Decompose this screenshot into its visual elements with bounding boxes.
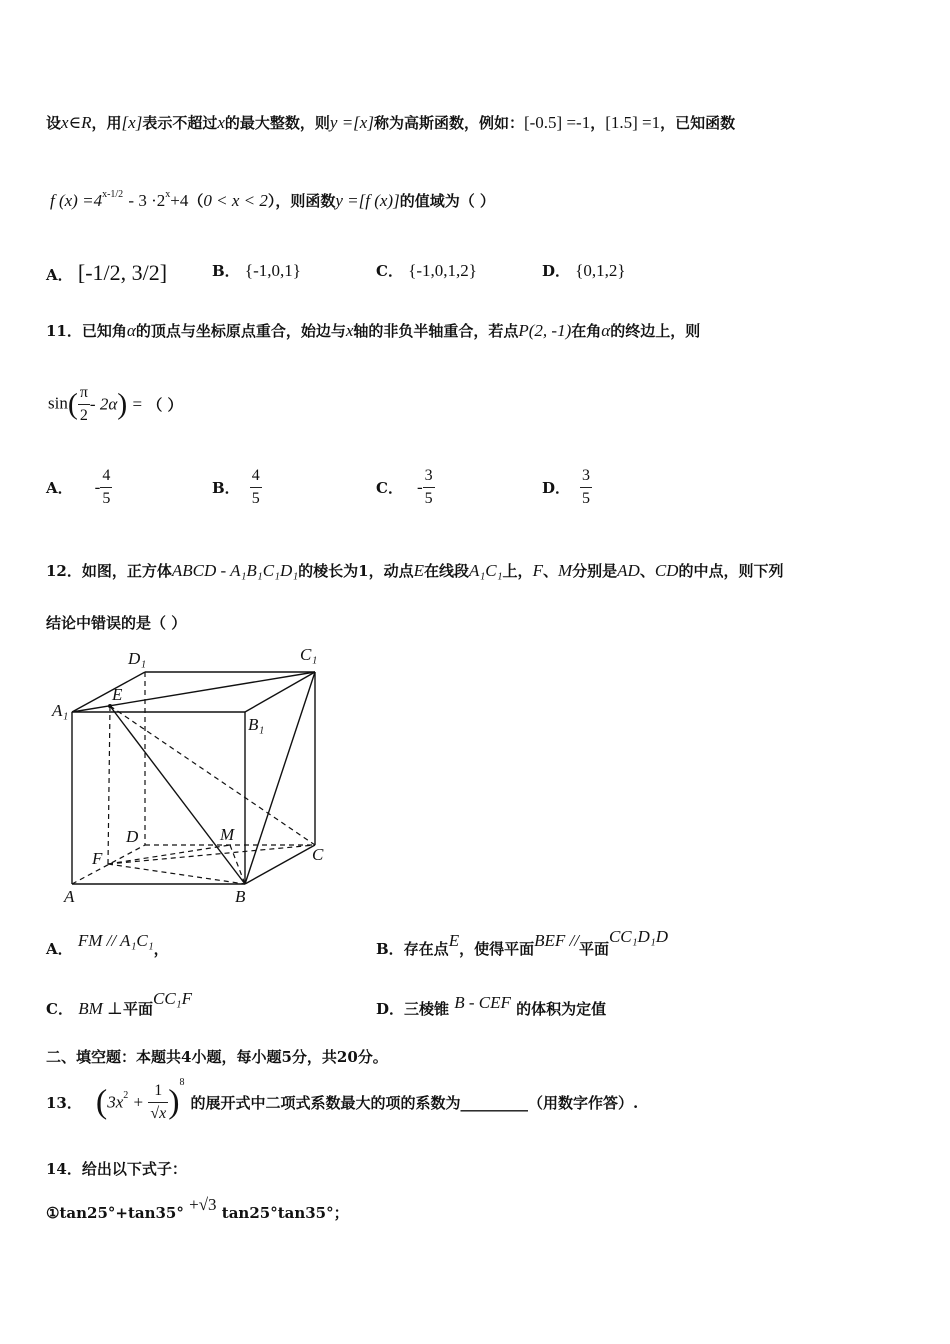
q11-option-b: [212, 465, 262, 510]
q12-math-E: E: [413, 561, 424, 580]
q12-option-c: [46, 989, 192, 1019]
segment-EB: [110, 706, 245, 884]
q12-option-c-CC1F: CC₁F: [153, 989, 192, 1008]
q12-text-8: 的中点，则下列: [678, 562, 784, 580]
q12-option-b-text: ，使得平面: [459, 940, 535, 958]
q10-text-8: ），则函数: [267, 192, 336, 210]
q12-option-a-label: A．: [46, 940, 73, 958]
label-C1: C₁: [300, 645, 318, 664]
q10-option-c: [376, 260, 477, 281]
q10-text-5: 称为高斯函数，例如：: [373, 114, 524, 132]
q14-expr-b: tan25°tan35°；: [221, 1204, 349, 1222]
q12-option-c-plane: 平面: [122, 1000, 153, 1018]
q11-option-d-label: D．: [542, 479, 571, 497]
q10-math-example1: [-0.5] =-1: [523, 113, 591, 132]
q12-option-a: [46, 931, 169, 959]
q12-text-6: 分别是: [572, 562, 618, 580]
segment-C1B: [245, 672, 315, 884]
q10-math-gauss: y =[x]: [329, 113, 374, 132]
q11-option-a: [46, 465, 112, 510]
q10-func-gauss-f: y =[f (x)]: [335, 191, 400, 210]
q12-option-b-BEF: BEF //: [534, 931, 579, 950]
q11-math-point: P(2, -1): [518, 321, 572, 340]
q11-option-c-sign: -: [416, 477, 423, 497]
q11-text-4: 在角: [571, 322, 602, 340]
q11-option-b-frac: [250, 465, 262, 510]
q12-cube-figure: [50, 640, 340, 910]
q12-option-d-label: D．三棱锥: [376, 1000, 450, 1018]
q11-option-d-den: 5: [582, 490, 591, 507]
q11-minus-2alpha: - 2α: [89, 394, 118, 414]
q12-option-b: [376, 927, 669, 959]
q11-option-a-sign: -: [94, 477, 101, 497]
q12-math-CD: CD: [654, 561, 679, 580]
q10-option-b: [212, 260, 301, 281]
q13-text: 的展开式中二项式系数最大的项的系数为_________（用数字作答）.: [190, 1094, 639, 1112]
q12-option-b-CC1D1D: CC₁D₁D: [608, 927, 669, 946]
q11-math-alpha: α: [126, 321, 136, 340]
q12-math-M: M: [557, 561, 573, 580]
q14-line2: [46, 1195, 349, 1223]
label-A: A: [64, 887, 75, 906]
segment-EF: [108, 706, 110, 864]
q13-line: 13． ($3x^2$ + $\frac{1}{√x}$ )$^8$的展开式中二项式系数最大的项的系数为_________（用数字作答）.: [46, 1080, 638, 1125]
q11-frac-den: 2: [79, 407, 88, 424]
q12-option-d-text: 的体积为定值: [516, 1000, 607, 1018]
q10-option-c-value: {-1,0,1,2}: [408, 261, 477, 280]
q12-option-d: [376, 993, 607, 1019]
label-M: M: [220, 825, 235, 844]
q10-math-example2: [1.5] =1: [605, 113, 661, 132]
q12-option-c-BM: BM ⊥: [78, 999, 123, 1018]
q10-math-xR: x∈R: [61, 113, 92, 132]
q12-math-A1C1: A₁C₁: [469, 561, 503, 580]
segment-EC: [110, 706, 315, 845]
q11-option-c-label: C．: [376, 479, 403, 497]
q11-option-c-den: 5: [424, 490, 433, 507]
q11-equals: =: [132, 394, 143, 414]
q10-math-x: x: [217, 113, 225, 132]
q10-domain: 0 < x < 2: [203, 191, 268, 210]
q12-text-5: 、: [542, 562, 558, 580]
q11-text-3: 轴的非负半轴重合，若点: [353, 322, 519, 340]
q11-frac-num: π: [78, 382, 90, 405]
q10-option-b-label: B．: [212, 262, 240, 280]
q12-text-7: 、: [639, 562, 655, 580]
point-E: [108, 704, 112, 708]
q10-math-floor-x: [x]: [121, 113, 143, 132]
q12-option-b-E: E: [448, 931, 460, 950]
q12-option-b-label: B．存在点: [376, 940, 449, 958]
q11-option-d: [542, 465, 592, 510]
label-F: F: [92, 849, 103, 868]
label-D1: D₁: [128, 649, 147, 668]
q10-option-a-value: [-1/2, 3/2]: [77, 260, 168, 285]
q10-option-d-label: D．: [542, 262, 571, 280]
q11-sin: sin: [48, 393, 68, 413]
q10-text-4: 的最大整数，则: [224, 114, 330, 132]
q11-text-1: 11．已知角: [46, 322, 127, 340]
q10-line1: [46, 112, 735, 133]
q10-line2: [50, 190, 495, 211]
q12-text-3: 在线段: [423, 562, 469, 580]
q11-option-d-num: 3: [580, 465, 592, 488]
q11-text-5: 的终边上，则: [610, 322, 701, 340]
q10-option-c-label: C．: [376, 262, 403, 280]
q12-line2: 结论中错误的是（ ）: [46, 614, 187, 632]
q11-option-b-den: 5: [251, 490, 260, 507]
q10-text-2: ，用: [91, 114, 122, 132]
q11-question: （ ）: [147, 396, 183, 414]
q11-option-c-frac: [423, 465, 435, 510]
q11-option-a-num: 4: [100, 465, 112, 488]
q10-text-3: 表示不超过: [142, 114, 218, 132]
q13-frac-num: 1: [148, 1080, 168, 1103]
q12-option-b-plane: 平面: [578, 940, 609, 958]
q13-label: 13．: [46, 1094, 82, 1112]
q10-option-a: [46, 260, 167, 286]
q10-paren-open: （: [188, 192, 204, 210]
q12-option-a-math: FM // A₁C₁: [77, 931, 154, 950]
q10-option-d-value: {0,1,2}: [575, 261, 626, 280]
q14-sqrt3: +√3: [189, 1195, 217, 1214]
q11-option-a-den: 5: [102, 490, 111, 507]
q11-math-x: x: [345, 321, 354, 340]
label-B1: B₁: [248, 715, 265, 734]
q12-text-4: 上，: [502, 562, 533, 580]
label-B: B: [235, 887, 246, 906]
q11-fraction: [78, 382, 90, 427]
q11-option-c-num: 3: [423, 465, 435, 488]
q10-question: 的值域为（ ）: [399, 192, 495, 210]
q12-text-2: 的棱长为1，动点: [298, 562, 414, 580]
label-A1: A₁: [52, 701, 69, 720]
q10-func-f: f (x) =4: [50, 191, 103, 210]
q14-expr-a: ①tan25°+tan35°: [46, 1204, 184, 1222]
q10-text-6: ，: [590, 114, 606, 132]
q10-text-1: 设: [46, 114, 62, 132]
segment-FM: [108, 845, 230, 864]
q13-power: 8: [179, 1076, 185, 1088]
q11-text-2: 的顶点与坐标原点重合，始边与: [135, 322, 346, 340]
q10-func-exp2: x: [165, 189, 171, 200]
q13-frac-den: √x: [150, 1105, 167, 1122]
q10-option-a-label: A．: [46, 266, 73, 284]
label-E: E: [112, 685, 123, 704]
q10-func-term3: +4: [170, 191, 189, 210]
q12-option-d-BCEF: B - CEF: [454, 993, 511, 1012]
q12-math-cube: ABCD - A₁B₁C₁D₁: [171, 561, 299, 580]
q13-base: 3x: [107, 1092, 124, 1112]
segment-MB: [230, 845, 245, 884]
q11-option-d-frac: [580, 465, 592, 510]
q12-option-a-tail: ，: [153, 940, 169, 958]
q12-line1: [46, 560, 783, 581]
section-2-heading: 二、填空题：本题共4小题，每小题5分，共20分。: [46, 1048, 388, 1066]
q11-line2: sin( $\frac{\pi}{2}$ - 2α) = （ ）: [48, 382, 183, 427]
q11-math-alpha-2: α: [601, 321, 611, 340]
q11-option-b-num: 4: [250, 465, 262, 488]
q13-base-exp: 2: [123, 1089, 129, 1101]
q13-plus: +: [133, 1092, 144, 1112]
q12-math-AD: AD: [617, 561, 640, 580]
q10-option-d: [542, 260, 626, 281]
segment-FB: [108, 864, 245, 884]
q10-option-b-value: {-1,0,1}: [244, 261, 301, 280]
q13-fraction: [148, 1080, 168, 1125]
label-D: D: [126, 827, 139, 846]
q11-option-c: [376, 465, 435, 510]
label-C: C: [312, 845, 324, 864]
q11-option-b-label: B．: [212, 479, 240, 497]
q12-math-F: F: [532, 561, 543, 580]
q10-func-exp: x-1/2: [102, 189, 124, 200]
q10-func-term2: - 3 ·2: [128, 191, 166, 210]
q11-option-a-label: A．: [46, 479, 73, 497]
q11-option-a-frac: [100, 465, 112, 510]
q11-line1: [46, 320, 700, 341]
q12-option-c-label: C．: [46, 1000, 73, 1018]
q10-text-7: ，已知函数: [660, 114, 736, 132]
q14-line1: 14．给出以下式子：: [46, 1160, 187, 1178]
q12-text-1: 12．如图，正方体: [46, 562, 172, 580]
